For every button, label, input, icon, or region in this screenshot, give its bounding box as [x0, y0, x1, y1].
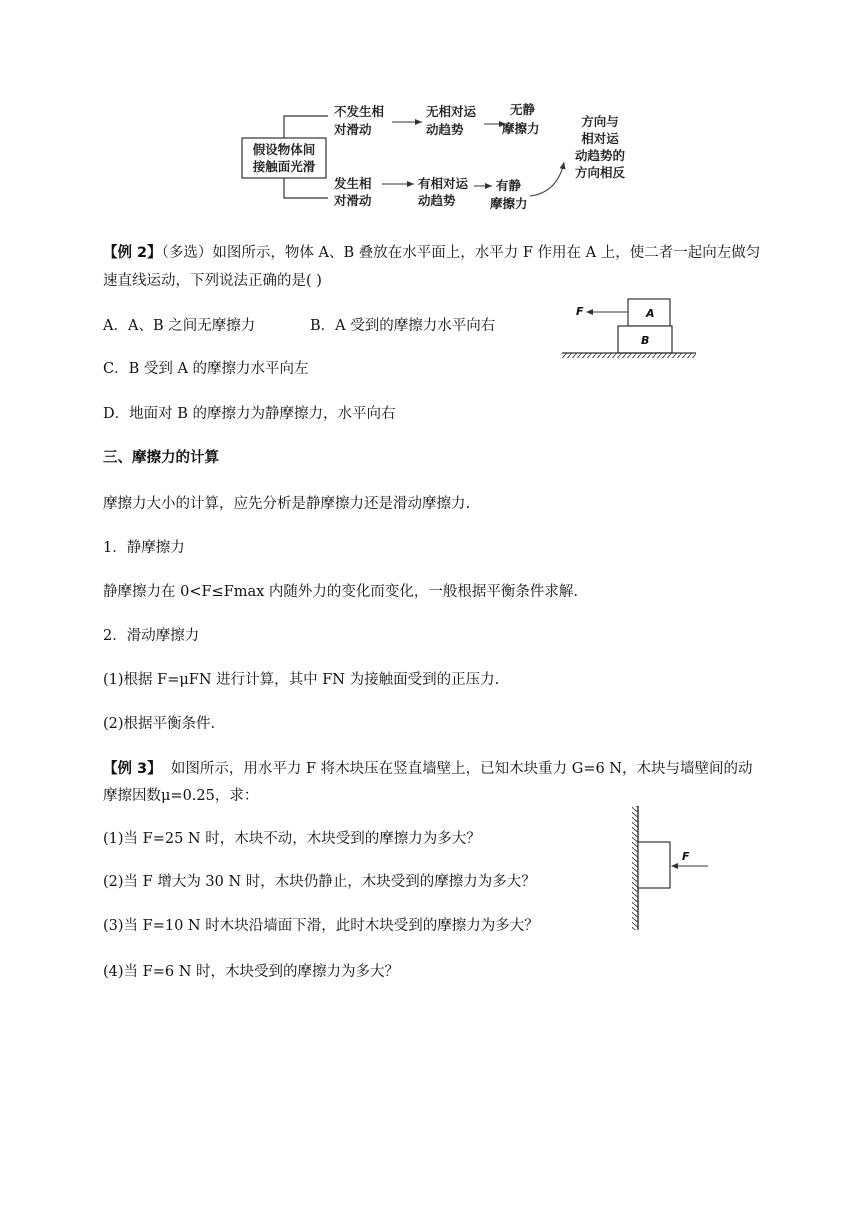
example2-option-d: D．地面对 B 的摩擦力为静摩擦力，水平向右 — [103, 406, 396, 422]
example3-q3: (3)当 F=10 N 时木块沿墙面下滑，此时木块受到的摩擦力为多大？ — [103, 918, 539, 934]
flow-result-line4: 方向相反 — [574, 165, 626, 180]
flow-top-n3-line1: 无静 — [510, 102, 536, 117]
example2-tag: 【例 2】 — [103, 245, 162, 261]
block-b-label: B — [641, 334, 650, 347]
example2-option-a: A．A、B 之间无摩擦力 — [103, 318, 256, 334]
flow-top-n3-line2: 摩擦力 — [502, 121, 540, 136]
flow-start-line2: 接触面光滑 — [252, 159, 316, 174]
example3-q4: (4)当 F=6 N 时，木块受到的摩擦力为多大？ — [103, 964, 399, 980]
example3-figure — [628, 804, 718, 934]
section3-sub1-text: 静摩擦力在 0<F≤Fmax 内随外力的变化而变化，一般根据平衡条件求解. — [103, 584, 579, 600]
flow-result-line1: 方向与 — [581, 114, 619, 129]
example2-line1 — [103, 243, 760, 263]
example2-figure — [560, 295, 700, 365]
section3-item1: (1)根据 F=μFN 进行计算，其中 FN 为接触面受到的正压力. — [103, 672, 500, 688]
section3-item2: (2)根据平衡条件. — [103, 716, 216, 732]
flow-bottom-n1-line1: 发生相 — [334, 176, 372, 191]
example2-stem-line1: （多选）如图所示，物体 A、B 叠放在水平面上，水平力 F 作用在 A 上，使二者一起向左做匀 — [161, 245, 761, 261]
flow-top-n2-line1: 无相对运 — [426, 104, 477, 119]
wall-hatch — [632, 806, 638, 930]
flow-top-n2-line2: 动趋势 — [426, 122, 464, 137]
flow-branch — [284, 116, 328, 198]
flow-start-line1: 假设物体间 — [252, 142, 316, 157]
example2-option-c: C．B 受到 A 的摩擦力水平向左 — [103, 361, 309, 377]
flow-bottom-n3-line2: 摩擦力 — [490, 196, 528, 211]
block-a-label: A — [646, 307, 655, 320]
flow-bottom-n1-line2: 对滑动 — [334, 193, 372, 208]
force-label-2: F — [682, 850, 690, 863]
example3-stem-line1: 如图所示，用水平力 F 将木块压在竖直墙壁上，已知木块重力 G=6 N，木块与墙壁间的动 — [170, 761, 753, 777]
flow-top-n1-line2: 对滑动 — [334, 122, 372, 137]
example3-tag: 【例 3】 — [103, 761, 162, 777]
flow-bottom-n2-line2: 动趋势 — [418, 193, 456, 208]
ground-hatch — [562, 353, 696, 358]
force-label: F — [576, 305, 584, 318]
flow-bottom-n3-line1: 有静 — [496, 178, 522, 193]
example3-line1 — [103, 759, 753, 779]
example3-q2: (2)当 F 增大为 30 N 时，木块仍静止，木块受到的摩擦力为多大？ — [103, 874, 536, 890]
example3-stem-line2: 摩擦因数μ=0.25，求： — [103, 788, 259, 804]
flow-result-line3: 动趋势的 — [574, 148, 626, 163]
section3-sub1: 1．静摩擦力 — [103, 540, 185, 556]
flow-diagram — [230, 100, 650, 215]
section3-intro: 摩擦力大小的计算，应先分析是静摩擦力还是滑动摩擦力. — [103, 496, 471, 512]
flow-top-n1-line1: 不发生相 — [334, 104, 385, 119]
section3-title: 三、摩擦力的计算 — [103, 450, 219, 466]
example2-stem-line2: 速直线运动，下列说法正确的是( ) — [103, 273, 322, 289]
flow-bottom-n2-line1: 有相对运 — [418, 176, 469, 191]
flow-result-line2: 相对运 — [581, 131, 619, 146]
section3-sub2: 2．滑动摩擦力 — [103, 628, 200, 644]
example2-option-b: B．A 受到的摩擦力水平向右 — [310, 318, 496, 334]
example3-q1: (1)当 F=25 N 时，木块不动，木块受到的摩擦力为多大？ — [103, 831, 481, 847]
wood-block — [638, 842, 670, 888]
